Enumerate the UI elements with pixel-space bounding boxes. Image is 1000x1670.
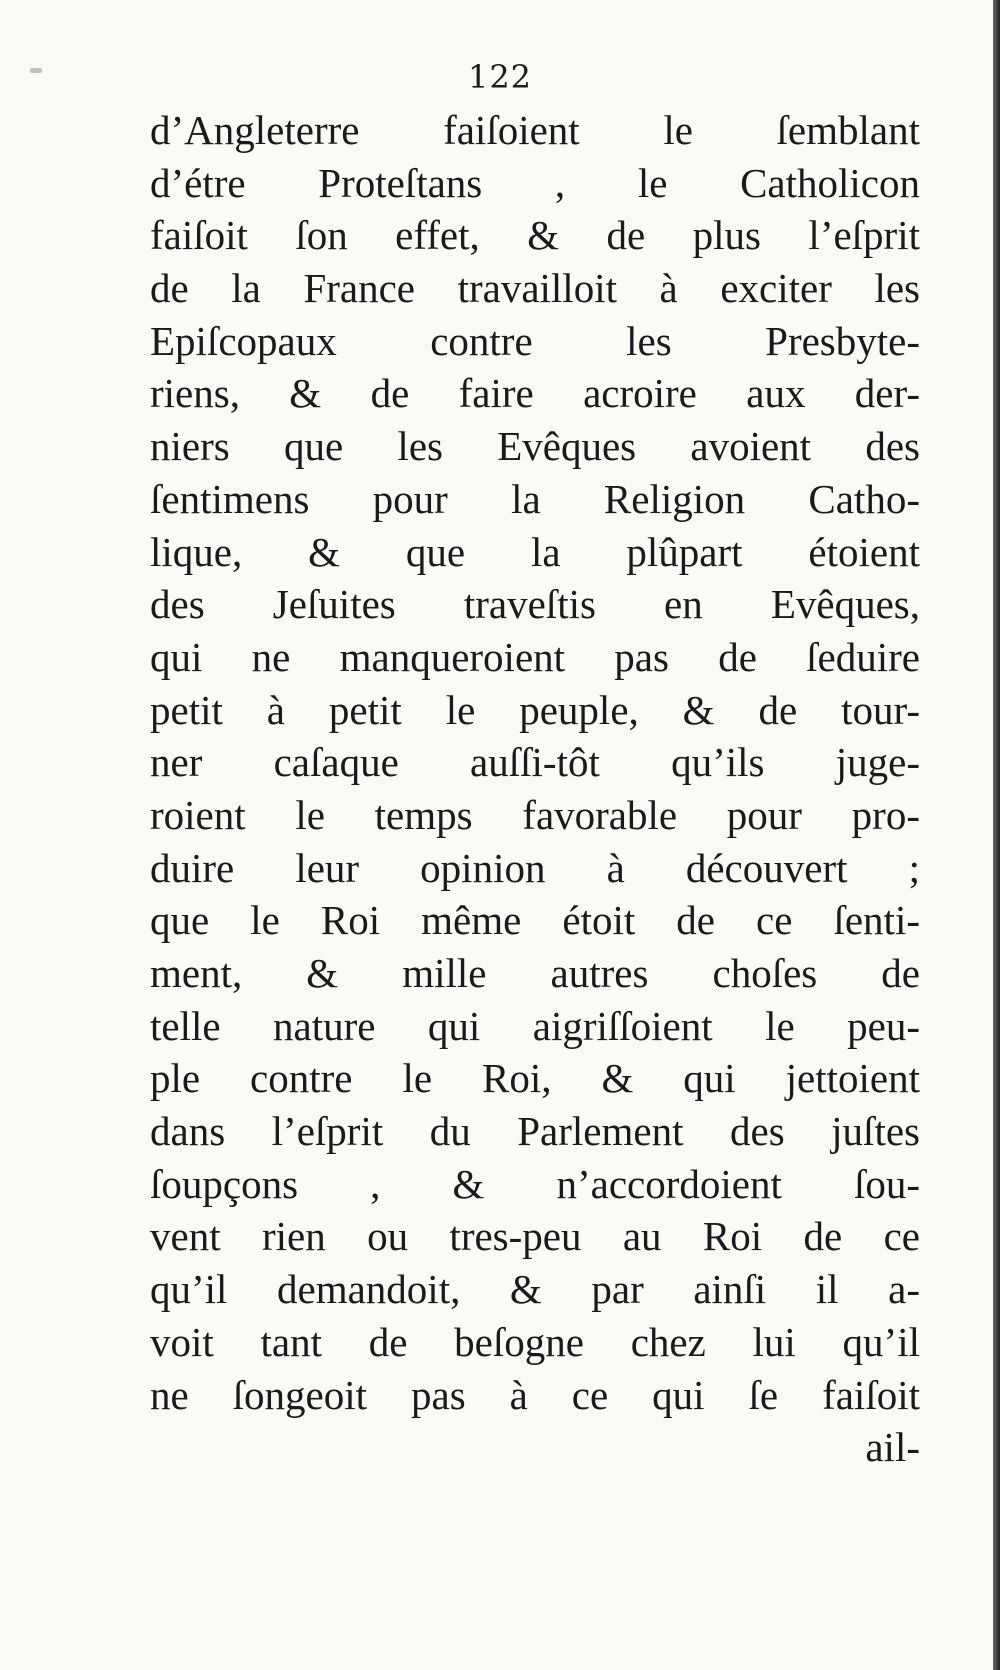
text-line: riens, & de faire acroire aux der- <box>150 370 920 417</box>
binding-edge <box>993 0 1000 1670</box>
text-line: ne ſongeoit pas à ce qui ſe faiſoit <box>150 1371 920 1418</box>
text-line: voit tant de beſogne chez lui qu’il <box>150 1318 920 1365</box>
text-line: faiſoit ſon effet, & de plus l’eſprit <box>150 212 920 259</box>
text-line: duire leur opinion à découvert ; <box>150 844 920 891</box>
body-text <box>150 104 920 1474</box>
text-line: des Jeſuites traveſtis en Evêques, <box>150 581 920 628</box>
text-line: niers que les Evêques avoient des <box>150 423 920 470</box>
text-line: d’étre Proteſtans , le Catholicon <box>150 159 920 206</box>
text-line: petit à petit le peuple, & de tour- <box>150 686 920 733</box>
catchword: ail- <box>865 1424 920 1471</box>
text-line: lique, & que la plûpart étoient <box>150 528 920 575</box>
text-line: ſentimens pour la Religion Catho- <box>150 475 920 522</box>
text-line: de la France travailloit à exciter les <box>150 265 920 312</box>
text-line: vent rien ou tres-peu au Roi de ce <box>150 1213 920 1260</box>
text-line: roient le temps favorable pour pro- <box>150 791 920 838</box>
text-line: d’Angleterre faiſoient le ſemblant <box>150 107 920 153</box>
text-line: Epiſcopaux contre les Presbyte- <box>150 317 920 364</box>
text-line: qu’il demandoit, & par ainſi il a- <box>150 1266 920 1313</box>
text-line: ſoupçons , & n’accordoient ſou- <box>150 1160 920 1207</box>
text-line: ner caſaque auſſi-tôt qu’ils juge- <box>150 739 920 786</box>
text-line: ple contre le Roi, & qui jettoient <box>150 1055 920 1102</box>
page-number: 122 <box>467 58 533 96</box>
text-line: telle nature qui aigriſſoient le peu- <box>150 1002 920 1049</box>
text-line: qui ne manqueroient pas de ſeduire <box>150 633 920 680</box>
text-line: que le Roi même étoit de ce ſenti- <box>150 897 920 944</box>
text-line: dans l’eſprit du Parlement des juſtes <box>150 1108 920 1155</box>
text-line: ment, & mille autres choſes de <box>150 950 920 996</box>
